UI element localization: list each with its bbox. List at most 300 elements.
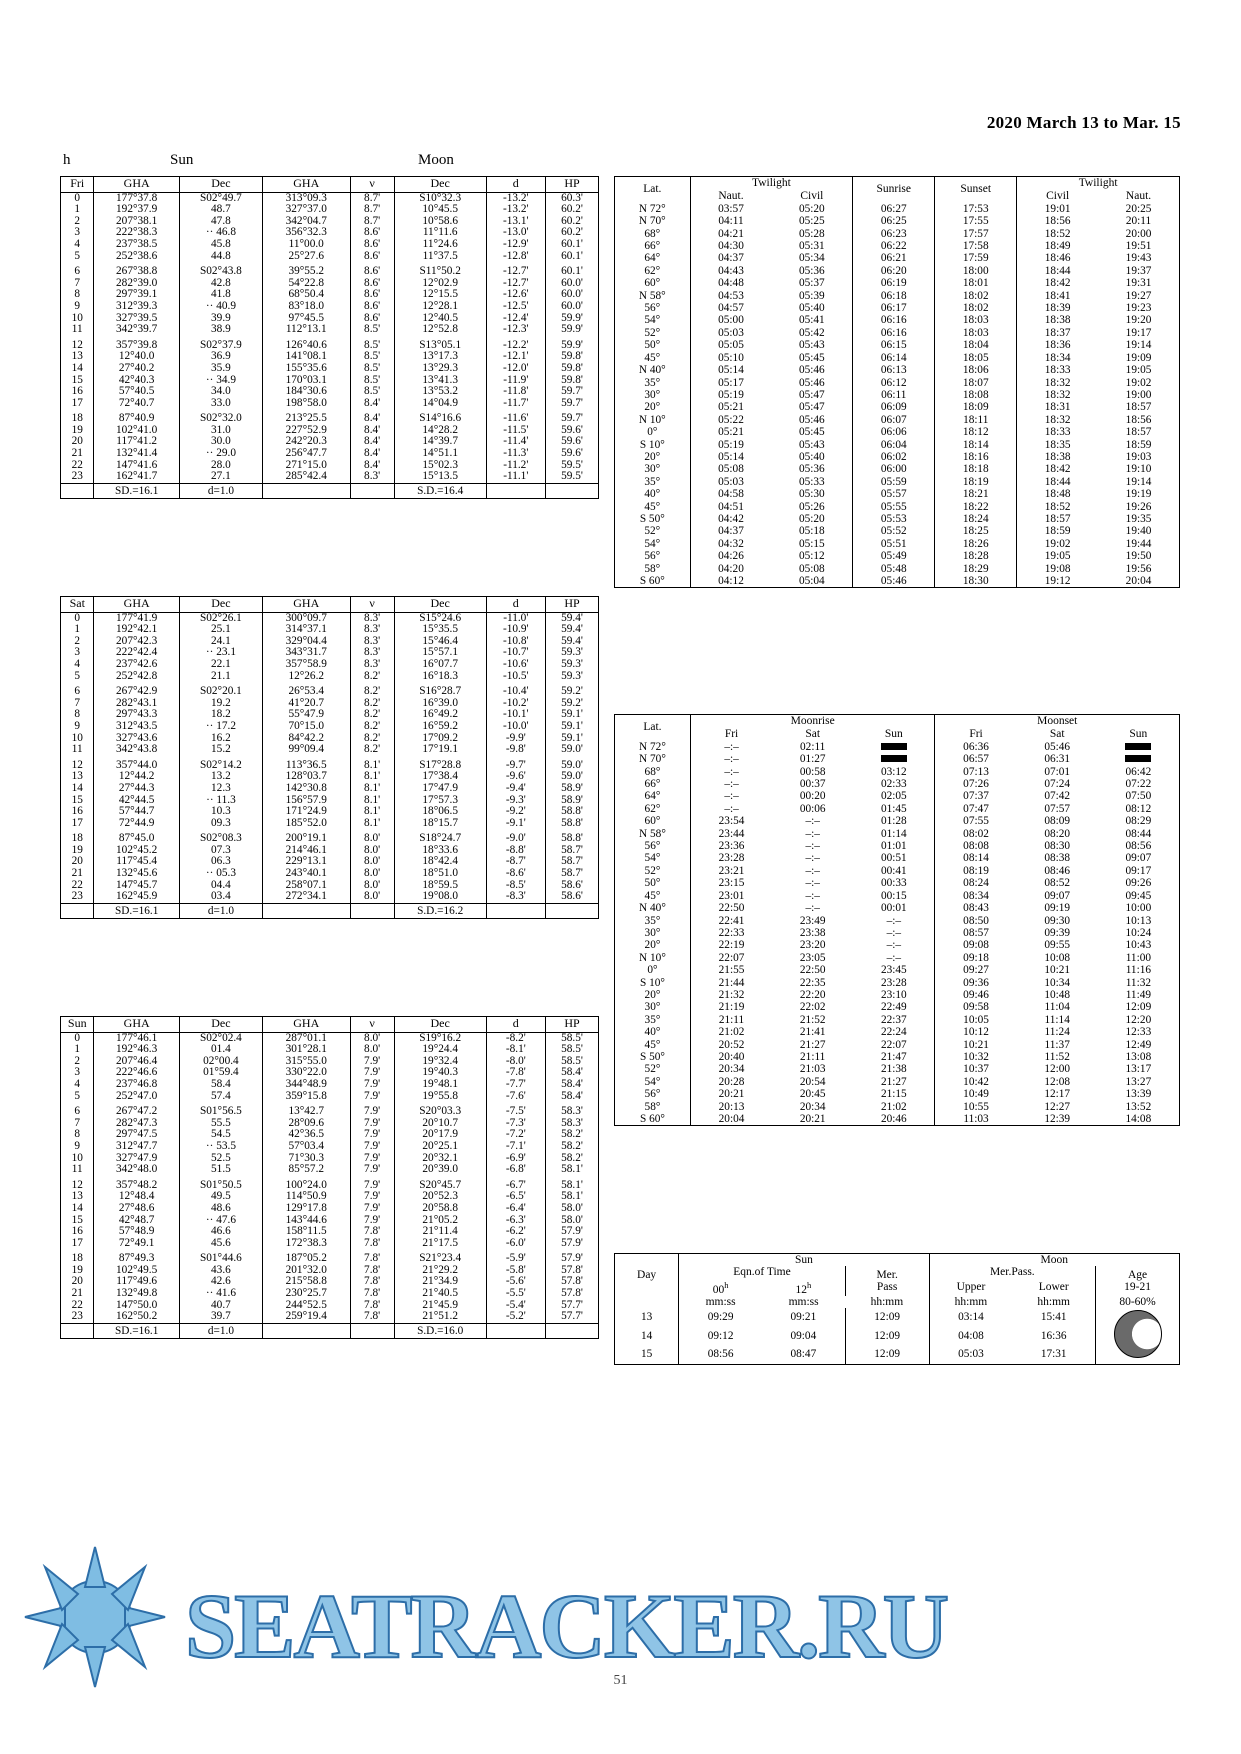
- table-row: [61, 721, 599, 733]
- cell-time: 22:33: [690, 927, 772, 939]
- cell-lat: 56°: [644, 1088, 661, 1101]
- no-event-bar: [1125, 743, 1151, 750]
- cell-time: 05:10: [690, 352, 771, 364]
- cell-time: 20:04: [1125, 575, 1152, 587]
- cell-time: 01:28: [880, 815, 907, 828]
- table-row: [61, 1141, 599, 1153]
- cell-time: 06:22: [853, 240, 935, 252]
- cell-d: -8.5': [486, 880, 545, 892]
- table-row: [615, 314, 1180, 326]
- sun-sd: SD.=16.1: [94, 483, 179, 498]
- cell-d: -11.3': [486, 448, 545, 460]
- cell-dec2: 12°02.9: [394, 278, 486, 290]
- cell-time: 18:01: [935, 277, 1017, 289]
- cell-time: 05:59: [853, 476, 935, 488]
- cell-time: 04:11: [690, 215, 771, 227]
- cell-h: 18: [61, 1249, 94, 1265]
- cell-time: 18:56: [1017, 215, 1098, 227]
- table-row: [61, 1311, 599, 1323]
- table-row: [61, 1176, 599, 1192]
- cell-gha2: 200°19.1: [263, 829, 351, 845]
- cell-dec2: 14°39.7: [394, 436, 486, 448]
- cell-lat: 45°: [644, 500, 661, 513]
- cell-time: 02:33: [880, 778, 907, 791]
- cell-day: 15: [640, 1348, 653, 1361]
- cell-gha2: 327°37.0: [263, 204, 351, 216]
- table-row: [615, 463, 1180, 475]
- cell-hp: 57.9': [546, 1226, 599, 1238]
- cell-time: 21:03: [799, 1063, 826, 1076]
- table-row: [615, 538, 1180, 550]
- cell-lat: N 40°: [639, 902, 666, 915]
- cell-time: 21:11: [800, 1050, 826, 1063]
- cell-gha1: 12°44.2: [94, 771, 179, 783]
- table-row: [61, 783, 599, 795]
- cell-d: -5.8': [486, 1265, 545, 1277]
- cell-lat: 35°: [644, 914, 661, 927]
- cell-dec2: S16°28.7: [394, 682, 486, 698]
- cell-time: 22:35: [799, 976, 826, 989]
- cell-time: 10:42: [935, 1076, 1017, 1088]
- cell-dec1: 18.2: [179, 709, 262, 721]
- cell-h: 1: [61, 1044, 94, 1056]
- table-row: [61, 891, 599, 903]
- moonset-col-fri: Fri: [935, 728, 1017, 740]
- cell-time: 08:14: [935, 852, 1017, 864]
- cell-hp: 59.2': [546, 698, 599, 710]
- cell-dec2: 13°29.3: [394, 363, 486, 375]
- cell-time: 05:03: [690, 476, 771, 488]
- cell-time: 05:33: [798, 475, 825, 488]
- cell-time: 20:13: [690, 1101, 772, 1113]
- cell-time: 05:57: [853, 488, 935, 500]
- cell-d: -10.7': [486, 647, 545, 659]
- cell-d: -11.6': [486, 409, 545, 425]
- cell-h: 10: [61, 313, 94, 325]
- cell-gha1: 237°38.5: [94, 239, 179, 251]
- cell-time: 05:43: [798, 438, 825, 451]
- cell-h: 15: [61, 1215, 94, 1227]
- cell-h: 9: [61, 1141, 94, 1153]
- table-row: [615, 915, 1180, 927]
- cell-dec2: S15°24.6: [394, 612, 486, 624]
- cell-gha2: 272°34.1: [263, 891, 351, 903]
- cell-d: -5.5': [486, 1288, 545, 1300]
- cell-lat: 56°: [644, 550, 661, 563]
- cell-time: 05:14: [690, 451, 771, 463]
- cell-dec2: S20°03.3: [394, 1102, 486, 1118]
- cell-gha1: 132°41.4: [94, 448, 179, 460]
- cell-time: 19:56: [1125, 562, 1152, 575]
- cell-nu: 7.8': [350, 1249, 394, 1265]
- cell-time: 10:00: [1125, 902, 1152, 915]
- moonset-col-sat: Sat: [1049, 728, 1065, 741]
- col-header-3: ν: [350, 1017, 394, 1033]
- cell-time: 06:16: [853, 314, 935, 326]
- cell-dec1: ·· 11.3: [179, 795, 262, 807]
- table-row: [615, 215, 1180, 227]
- cell-nu: 8.3': [350, 471, 394, 483]
- cell-d: -6.7': [486, 1176, 545, 1192]
- cell-time: 04:30: [690, 240, 771, 252]
- cell-hp: 58.6': [546, 891, 599, 903]
- cell-time: 08:44: [1125, 827, 1152, 840]
- cell-time: 10:43: [1125, 939, 1152, 952]
- cell-time: 23:28: [880, 976, 907, 989]
- cell-hp: 58.3': [546, 1102, 599, 1118]
- cell-nu: 7.8': [350, 1238, 394, 1250]
- cell-time: 23:28: [690, 852, 772, 864]
- cell-gha2: 113°36.5: [263, 756, 351, 772]
- cell-time: 18:11: [935, 414, 1017, 426]
- cell-hp: 59.1': [546, 709, 599, 721]
- cell-h: 22: [61, 460, 94, 472]
- cell-time: 20:40: [690, 1051, 772, 1063]
- cell-time: 06:13: [853, 364, 935, 376]
- cell-h: 16: [61, 1226, 94, 1238]
- cell-gha2: 41°20.7: [263, 698, 351, 710]
- cell-dec1: 39.7: [179, 1311, 262, 1323]
- cell-time: 10:34: [1044, 976, 1071, 989]
- cell-time: 08:09: [1044, 815, 1071, 828]
- cell-dec1: 06.3: [179, 856, 262, 868]
- cell-gha1: 222°42.4: [94, 647, 179, 659]
- cell-time: 18:07: [935, 377, 1017, 389]
- cell-dec1: 52.5: [179, 1153, 262, 1165]
- cell-time: 18:56: [1125, 413, 1152, 426]
- cell-lat: 35°: [644, 475, 661, 488]
- cell-time: 11:00: [1125, 951, 1152, 964]
- table-row: [615, 327, 1180, 339]
- cell-time: 08:24: [935, 877, 1017, 889]
- cell-day: 13: [640, 1311, 653, 1324]
- cell-time: 17:55: [935, 215, 1017, 227]
- cell-lat: 35°: [644, 376, 661, 389]
- cell-lat: 68°: [644, 765, 661, 778]
- table-row: [615, 952, 1180, 964]
- cell-time: 22:24: [880, 1026, 907, 1039]
- cell-d: -6.4': [486, 1203, 545, 1215]
- cell-time: 19:10: [1125, 463, 1152, 476]
- cell-dec1: ·· 05.3: [179, 868, 262, 880]
- cell-time: 05:30: [798, 488, 825, 501]
- cell-time: 12:08: [1044, 1075, 1071, 1088]
- cell-lat: 20°: [644, 988, 661, 1001]
- cell-gha1: 192°42.1: [94, 624, 179, 636]
- cell-h: 20: [61, 856, 94, 868]
- cell-d: -11.8': [486, 386, 545, 398]
- cell-time: [853, 753, 935, 765]
- cell-nu: 8.7': [350, 216, 394, 228]
- cell-d: -10.6': [486, 659, 545, 671]
- cell-time: 20:28: [690, 1076, 772, 1088]
- cell-time: 08:52: [1044, 877, 1071, 890]
- cell-gha1: 177°37.8: [94, 192, 179, 204]
- cell-nu: 8.5': [350, 324, 394, 336]
- unit-header-5: 80-60%: [1096, 1296, 1180, 1308]
- cell-time: 11:32: [1125, 976, 1152, 989]
- table-row: [615, 964, 1180, 976]
- cell-h: 9: [61, 721, 94, 733]
- cell-time: 18:16: [935, 451, 1017, 463]
- cell-nu: 8.0': [350, 1044, 394, 1056]
- cell-gha1: 282°47.3: [94, 1118, 179, 1130]
- cell-dec1: ·· 46.8: [179, 227, 262, 239]
- cell-time: 18:05: [935, 352, 1017, 364]
- cell-value: 09:12: [679, 1327, 762, 1345]
- cell-time: 19:20: [1125, 314, 1152, 327]
- table-row: [615, 890, 1180, 902]
- cell-gha2: 259°19.4: [263, 1311, 351, 1323]
- cell-gha1: 342°39.7: [94, 324, 179, 336]
- cell-time: 19:40: [1125, 525, 1152, 538]
- cell-time: 21:11: [690, 1014, 772, 1026]
- cell-hp: 58.0': [546, 1215, 599, 1227]
- cell-hp: 58.5': [546, 1044, 599, 1056]
- cell-h: 8: [61, 1129, 94, 1141]
- cell-nu: 8.6': [350, 227, 394, 239]
- cell-time: 05:22: [690, 414, 771, 426]
- cell-dec2: 15°02.3: [394, 460, 486, 472]
- cell-time: 06:21: [853, 252, 935, 264]
- cell-time: 22:49: [880, 1001, 907, 1014]
- cell-time: 23:05: [799, 951, 826, 964]
- cell-h: 14: [61, 363, 94, 375]
- cell-time: 10:05: [935, 1014, 1017, 1026]
- cell-time: 19:31: [1125, 277, 1152, 290]
- cell-time: 09:17: [1125, 864, 1152, 877]
- cell-h: 0: [61, 1032, 94, 1044]
- cell-time: 21:19: [690, 1001, 772, 1013]
- cell-time: 05:08: [690, 463, 771, 475]
- cell-time: –:–: [886, 914, 902, 927]
- cell-nu: 7.8': [350, 1311, 394, 1323]
- cell-h: 5: [61, 1091, 94, 1103]
- cell-time: 10:13: [1125, 914, 1152, 927]
- cell-dec1: S02°26.1: [179, 612, 262, 624]
- cell-time: 03:57: [690, 203, 771, 215]
- cell-time: –:–: [886, 939, 902, 952]
- cell-gha2: 313°09.3: [263, 192, 351, 204]
- cell-lat: S 10°: [640, 976, 665, 989]
- cell-time: 18:12: [935, 426, 1017, 438]
- summary-day-header: Day: [637, 1268, 657, 1281]
- cell-lat: 50°: [644, 339, 661, 352]
- cell-lat: 54°: [644, 314, 661, 327]
- cell-dec2: 11°37.5: [394, 251, 486, 263]
- cell-d: -9.0': [486, 829, 545, 845]
- cell-time: 18:04: [935, 339, 1017, 351]
- cell-h: 22: [61, 1300, 94, 1312]
- cell-gha2: 184°30.6: [263, 386, 351, 398]
- cell-gha2: 55°47.9: [263, 709, 351, 721]
- cell-hp: 58.4': [546, 1091, 599, 1103]
- cell-dec2: S11°50.2: [394, 262, 486, 278]
- cell-time: 08:56: [1125, 840, 1152, 853]
- cell-dec2: S18°24.7: [394, 829, 486, 845]
- cell-gha2: 356°32.3: [263, 227, 351, 239]
- cell-time: 05:20: [798, 202, 825, 215]
- mer-pass-moon-header: Mer.Pass.: [929, 1266, 1096, 1278]
- cell-time: 21:47: [880, 1050, 907, 1063]
- page-number: 51: [613, 1673, 628, 1688]
- cell-time: 21:27: [880, 1075, 907, 1088]
- cell-gha1: 297°43.3: [94, 709, 179, 721]
- cell-hp: 58.8': [546, 829, 599, 845]
- twilight-header: Twilight: [690, 177, 853, 191]
- table-row: [615, 352, 1180, 364]
- sun-sd: SD.=16.1: [94, 903, 179, 918]
- cell-d: -13.2': [486, 192, 545, 204]
- cell-hp: 60.3': [546, 192, 599, 204]
- cell-time: 19:02: [1017, 538, 1098, 550]
- cell-nu: 8.6': [350, 313, 394, 325]
- cell-time: 07:22: [1125, 778, 1152, 791]
- cell-lat: S 60°: [639, 575, 665, 587]
- cell-gha1: 87°49.3: [94, 1249, 179, 1265]
- cell-d: -11.0': [486, 612, 545, 624]
- cell-hp: 58.4': [546, 1067, 599, 1079]
- cell-time: 10:32: [935, 1051, 1017, 1063]
- table-row: [61, 818, 599, 830]
- cell-time: –:–: [690, 753, 772, 765]
- cell-time: [1098, 753, 1180, 765]
- cell-time: 11:37: [1044, 1038, 1070, 1051]
- cell-gha2: 300°09.7: [263, 612, 351, 624]
- cell-gha2: 285°42.4: [263, 471, 351, 483]
- table-row: [615, 815, 1180, 827]
- cell-dec2: 14°28.2: [394, 425, 486, 437]
- cell-nu: 7.9': [350, 1118, 394, 1130]
- table-row: [615, 766, 1180, 778]
- table-row: [615, 252, 1180, 264]
- cell-h: 7: [61, 1118, 94, 1130]
- cell-value: 09:21: [790, 1311, 817, 1324]
- table-row: [615, 828, 1180, 840]
- cell-lat: 60°: [644, 277, 661, 290]
- cell-lat: 20°: [644, 939, 661, 952]
- cell-time: 05:45: [798, 426, 825, 439]
- cell-gha2: 100°24.0: [263, 1176, 351, 1192]
- cell-hp: 59.8': [546, 363, 599, 375]
- cell-time: 13:27: [1125, 1075, 1152, 1088]
- cell-gha1: 282°39.0: [94, 278, 179, 290]
- cell-dec1: 19.2: [179, 698, 262, 710]
- cell-nu: 8.0': [350, 845, 394, 857]
- cell-time: 07:42: [1044, 790, 1071, 803]
- table-row: [61, 448, 599, 460]
- cell-time: 18:32: [1017, 377, 1098, 389]
- cell-gha1: 12°48.4: [94, 1191, 179, 1203]
- table-row: [615, 1026, 1180, 1038]
- table-row: [615, 513, 1180, 525]
- cell-nu: 8.6': [350, 278, 394, 290]
- cell-gha1: 117°45.4: [94, 856, 179, 868]
- cell-time: 10:37: [935, 1063, 1017, 1075]
- cell-hp: 58.7': [546, 868, 599, 880]
- cell-hp: 59.3': [546, 659, 599, 671]
- cell-time: 06:31: [1044, 753, 1071, 766]
- cell-time: 13:52: [1125, 1100, 1152, 1113]
- no-event-bar: [881, 755, 907, 762]
- eqn-00h-header: 00$^h$: [679, 1279, 762, 1296]
- cell-d: -5.6': [486, 1276, 545, 1288]
- cell-gha1: 102°49.5: [94, 1265, 179, 1277]
- cell-time: 21:38: [880, 1063, 907, 1076]
- table-row: [61, 1238, 599, 1250]
- cell-time: 18:32: [1017, 414, 1098, 426]
- cell-time: 06:57: [935, 753, 1017, 765]
- cell-gha1: 267°47.2: [94, 1102, 179, 1118]
- cell-h: 3: [61, 227, 94, 239]
- cell-nu: 8.3': [350, 659, 394, 671]
- cell-gha2: 142°30.8: [263, 783, 351, 795]
- cell-time: 19:08: [1017, 563, 1098, 575]
- cell-lat: 66°: [644, 778, 661, 791]
- cell-time: 05:46: [798, 364, 825, 377]
- cell-time: 04:32: [690, 538, 771, 550]
- cell-gha1: 207°46.4: [94, 1056, 179, 1068]
- cell-hp: 60.1': [546, 262, 599, 278]
- cell-time: –:–: [690, 803, 772, 815]
- cell-time: 08:43: [935, 902, 1017, 914]
- cell-nu: 7.8': [350, 1288, 394, 1300]
- cell-time: 21:52: [799, 1013, 826, 1026]
- cell-nu: 7.9': [350, 1153, 394, 1165]
- cell-gha2: 315°55.0: [263, 1056, 351, 1068]
- cell-dec2: 15°13.5: [394, 471, 486, 483]
- cell-dec1: 38.9: [179, 324, 262, 336]
- cell-time: 23:15: [690, 877, 772, 889]
- cell-time: 06:06: [853, 426, 935, 438]
- cell-dec1: 15.2: [179, 744, 262, 756]
- cell-time: 05:12: [798, 550, 825, 563]
- cell-lat: 58°: [644, 1100, 661, 1113]
- cell-time: 07:55: [935, 815, 1017, 827]
- cell-lat: 0°: [647, 964, 658, 977]
- cell-hp: 59.9': [546, 324, 599, 336]
- table-row: [61, 1249, 599, 1265]
- cell-d: -10.5': [486, 671, 545, 683]
- cell-time: 19:23: [1125, 302, 1152, 315]
- cell-h: 23: [61, 471, 94, 483]
- cell-nu: 8.7': [350, 204, 394, 216]
- cell-hp: 60.0': [546, 301, 599, 313]
- cell-nu: 7.9': [350, 1079, 394, 1091]
- table-row: [615, 1345, 1180, 1364]
- table-row: [61, 324, 599, 336]
- cell-gha1: 222°38.3: [94, 227, 179, 239]
- cell-nu: 8.4': [350, 460, 394, 472]
- cell-time: 12:49: [1125, 1038, 1152, 1051]
- cell-gha2: 170°03.1: [263, 375, 351, 387]
- cell-h: 12: [61, 1176, 94, 1192]
- moonrise-col-sun: Sun: [884, 728, 903, 741]
- sun-moon-summary-table: [614, 1253, 1180, 1365]
- cell-nu: 8.1': [350, 818, 394, 830]
- cell-dec1: 44.8: [179, 251, 262, 263]
- cell-gha1: 147°45.7: [94, 880, 179, 892]
- cell-gha1: 342°48.0: [94, 1164, 179, 1176]
- cell-nu: 8.4': [350, 398, 394, 410]
- cell-nu: 8.0': [350, 868, 394, 880]
- table-row: [615, 203, 1180, 215]
- cell-gha2: 13°42.7: [263, 1102, 351, 1118]
- moonset-header: Moonset: [935, 715, 1180, 729]
- cell-gha1: 72°40.7: [94, 398, 179, 410]
- cell-time: 19:27: [1125, 289, 1152, 302]
- cell-time: 19:44: [1125, 537, 1152, 550]
